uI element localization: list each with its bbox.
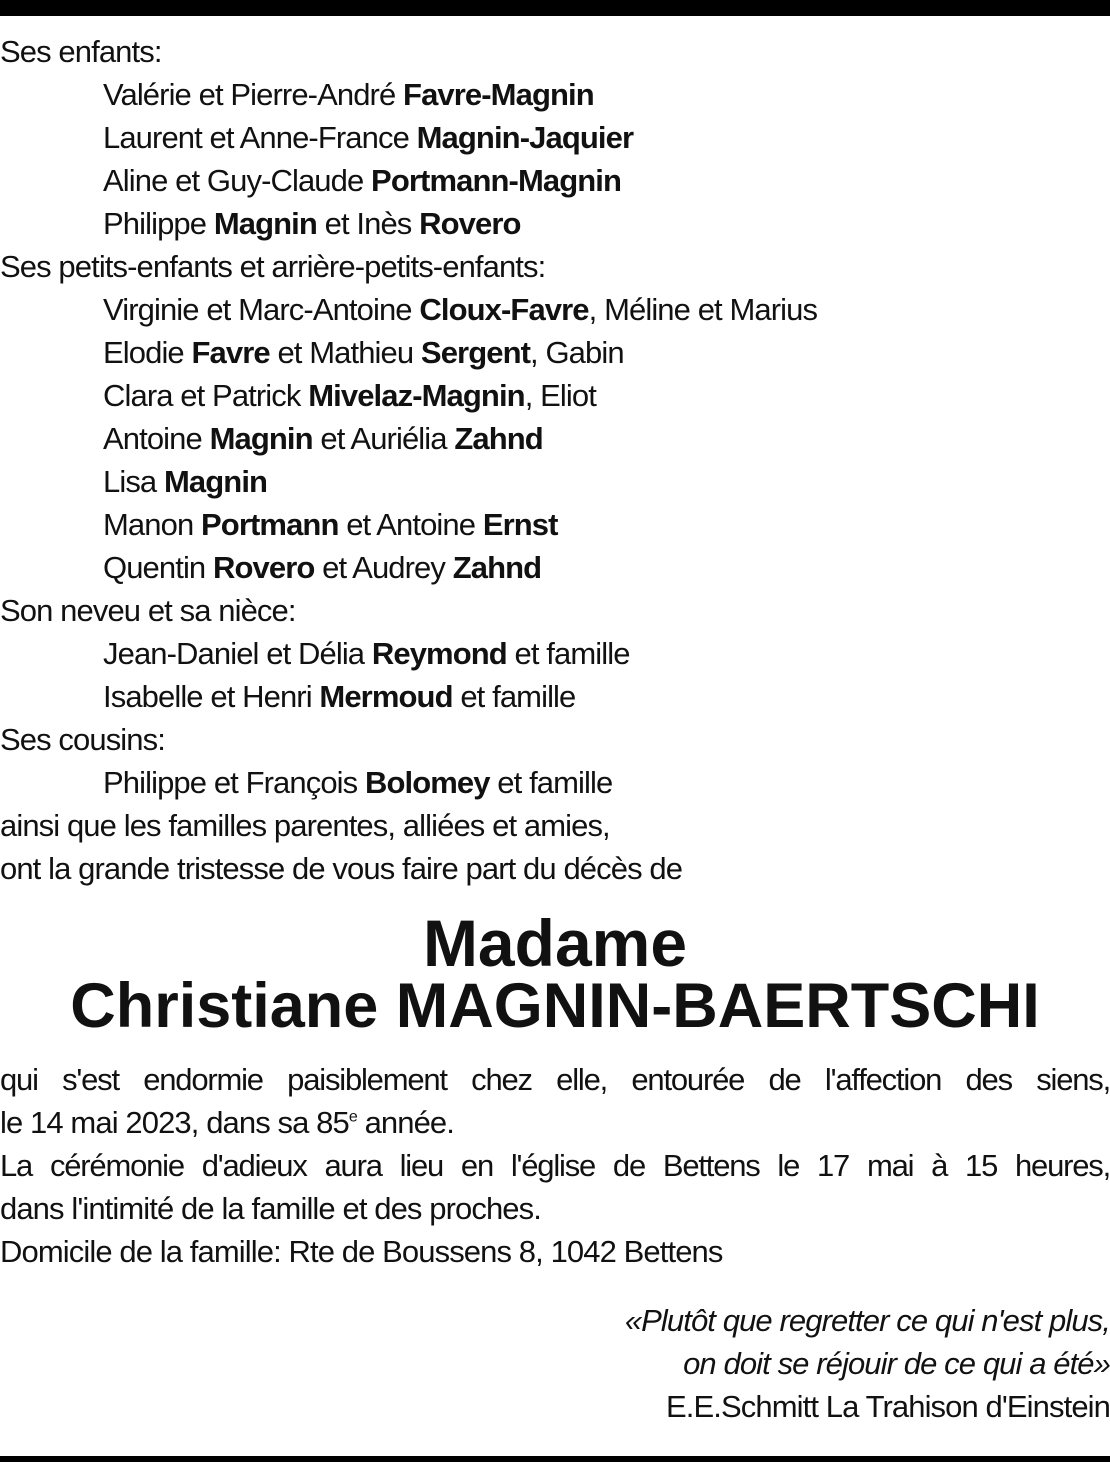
family-entry (0, 159, 1110, 202)
family-text: et Auriélia (312, 421, 455, 456)
family-text: Philippe et François (103, 765, 365, 800)
family-surname: Cloux-Favre (419, 292, 589, 327)
section-heading: Ses enfants: (0, 34, 162, 69)
family-entry (0, 675, 1110, 718)
date-ordinal: e (348, 1108, 357, 1126)
family-entry (0, 417, 1110, 460)
section-heading: Ses cousins: (0, 722, 165, 757)
family-surname: Zahnd (454, 421, 543, 456)
quote-line-2: on doit se réjouir de ce qui a été» (683, 1346, 1110, 1381)
family-text: et famille (489, 765, 613, 800)
family-surname: Portmann-Magnin (371, 163, 622, 198)
domicile-line: Domicile de la famille: Rte de Boussens 8, 1042 Bettens (0, 1234, 723, 1269)
section-heading: Ses petits-enfants et arrière-petits-enfants: (0, 249, 546, 284)
family-text: et Inès (316, 206, 420, 241)
deceased-heading (0, 906, 1110, 1041)
date-prefix: le 14 mai 2023, dans sa 85 (0, 1105, 349, 1140)
closing-line-1: ainsi que les familles parentes, alliées et amies, (0, 808, 610, 843)
family-entry (0, 632, 1110, 675)
family-surname: Bolomey (364, 765, 490, 800)
family-text: Lisa (103, 464, 164, 499)
family-surname: Zahnd (452, 550, 542, 585)
section-heading: Son neveu et sa nièce: (0, 593, 296, 628)
family-text: Quentin (103, 550, 213, 585)
family-entry (0, 761, 1110, 804)
date-suffix: année. (356, 1105, 454, 1140)
family-surname: Rovero (419, 206, 521, 241)
family-entry (0, 73, 1110, 116)
notice-body (0, 30, 1110, 1428)
family-surname: Rovero (213, 550, 315, 585)
family-surname: Favre-Magnin (403, 77, 594, 112)
details-line-1: qui s'est endormie paisiblement chez elle, entourée de l'affection des siens, (0, 1062, 1110, 1097)
family-text: Manon (103, 507, 201, 542)
family-text: et famille (452, 679, 576, 714)
quote-attribution: E.E.Schmitt La Trahison d'Einstein (666, 1389, 1110, 1424)
deceased-name: Christiane MAGNIN-BAERTSCHI (70, 971, 1040, 1041)
death-details (0, 1058, 1110, 1273)
family-text: Aline et Guy-Claude (103, 163, 372, 198)
family-entry (0, 374, 1110, 417)
family-text: , Gabin (530, 335, 624, 370)
bottom-rule (0, 1456, 1110, 1462)
family-text: Virginie et Marc-Antoine (103, 292, 420, 327)
quote-line-1: «Plutôt que regretter ce qui n'est plus, (624, 1303, 1110, 1338)
top-rule (0, 0, 1110, 16)
family-surname: Portmann (201, 507, 339, 542)
family-entry (0, 546, 1110, 589)
family-text: Antoine (103, 421, 210, 456)
family-text: et Mathieu (269, 335, 421, 370)
ceremony-line-1: La cérémonie d'adieux aura lieu en l'église de Bettens le 17 mai à 15 heures, (0, 1148, 1110, 1183)
family-surname: Magnin (209, 421, 313, 456)
family-surname: Ernst (482, 507, 558, 542)
family-surname: Magnin-Jaquier (416, 120, 634, 155)
deceased-title: Madame (422, 906, 688, 980)
details-date (0, 1101, 1110, 1144)
family-text: Laurent et Anne-France (103, 120, 417, 155)
closing-line-2: ont la grande tristesse de vous faire part du décès de (0, 851, 683, 886)
family-text: , Eliot (524, 378, 596, 413)
family-text: Clara et Patrick (103, 378, 309, 413)
family-entry (0, 116, 1110, 159)
family-text: et Antoine (338, 507, 483, 542)
family-text: , Méline et Marius (588, 292, 818, 327)
family-text: et famille (506, 636, 630, 671)
quote-block (0, 1299, 1110, 1428)
family-surname: Favre (191, 335, 270, 370)
family-text: Isabelle et Henri (103, 679, 320, 714)
family-entry (0, 460, 1110, 503)
family-entry (0, 331, 1110, 374)
family-surname: Mivelaz-Magnin (308, 378, 525, 413)
family-text: Valérie et Pierre-André (103, 77, 404, 112)
family-text: Jean-Daniel et Délia (103, 636, 372, 671)
family-entry (0, 202, 1110, 245)
ceremony-line-2: dans l'intimité de la famille et des proches. (0, 1191, 541, 1226)
family-text: Philippe (103, 206, 214, 241)
family-entry (0, 288, 1110, 331)
family-text: et Audrey (314, 550, 453, 585)
family-list (0, 30, 1110, 804)
family-entry (0, 503, 1110, 546)
family-surname: Magnin (163, 464, 268, 499)
family-surname: Mermoud (319, 679, 453, 714)
family-surname: Magnin (213, 206, 317, 241)
family-text: Elodie (103, 335, 192, 370)
family-surname: Sergent (420, 335, 531, 370)
family-surname: Reymond (371, 636, 507, 671)
